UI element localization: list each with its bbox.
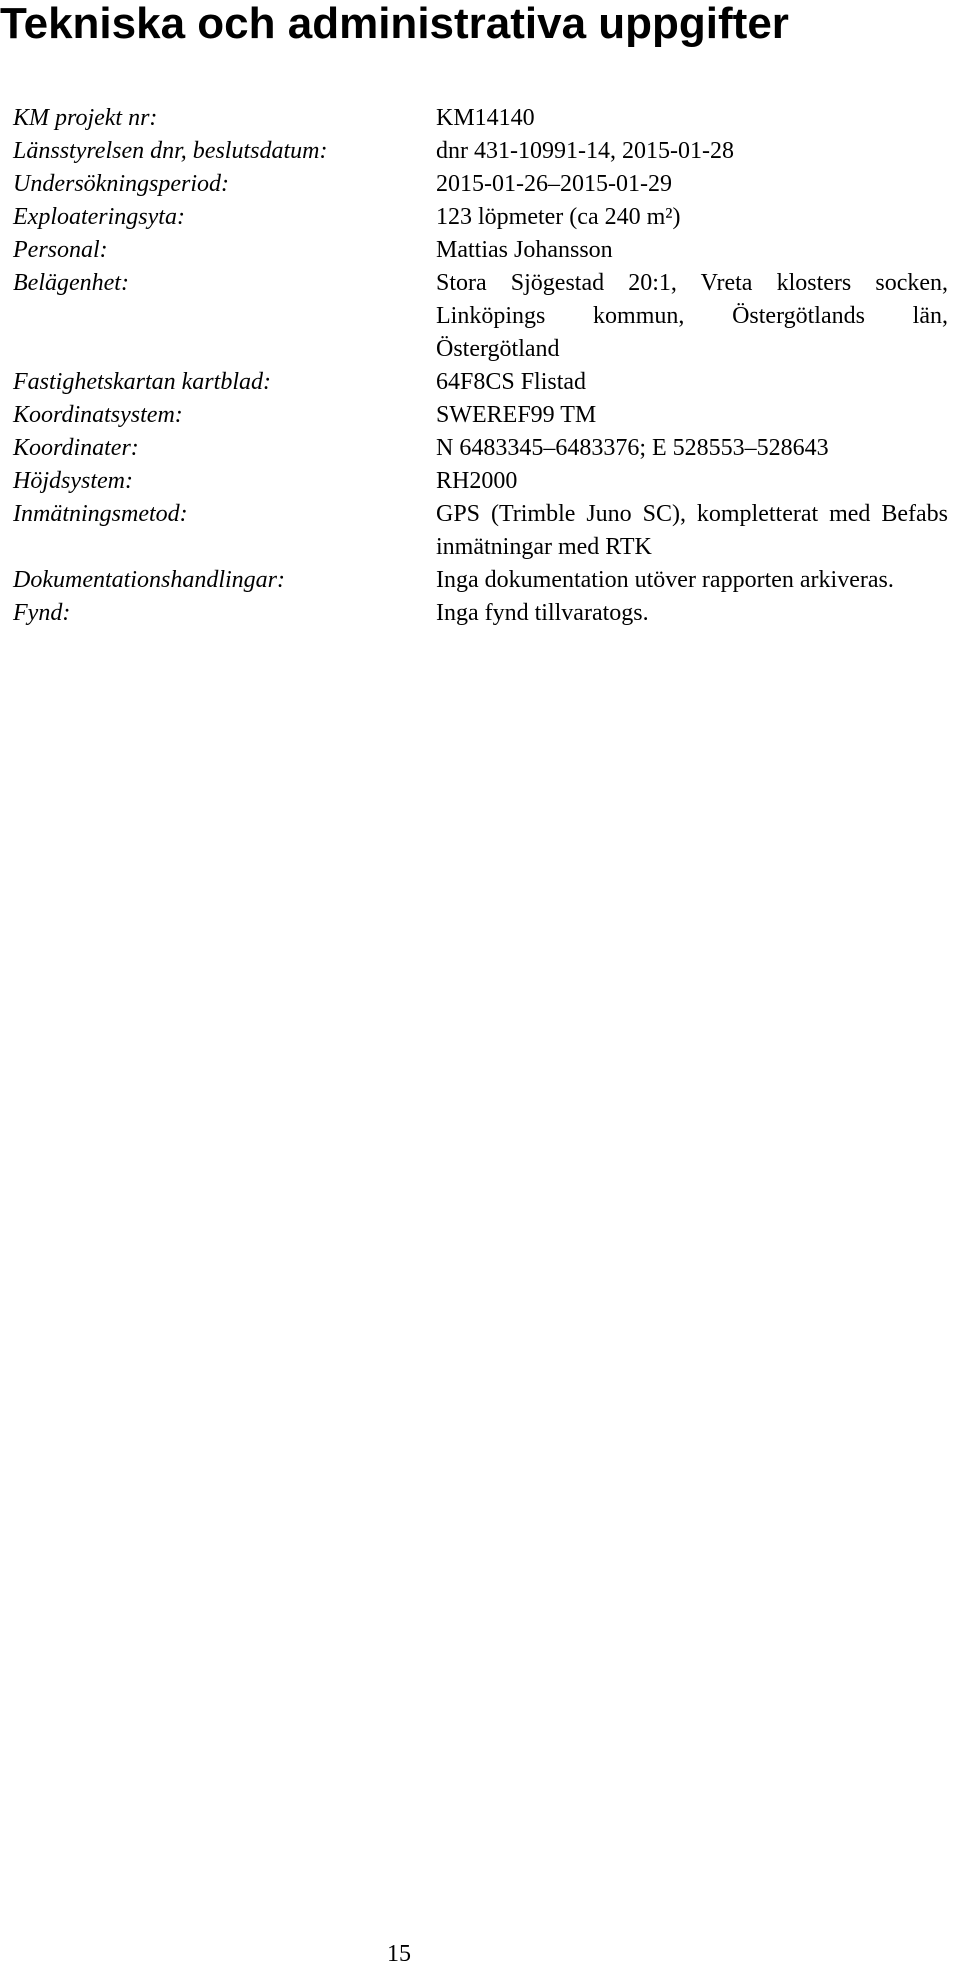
info-row-dokumentationshandlingar: [13, 564, 948, 597]
info-row-hojdsystem: [13, 465, 948, 498]
info-value: 2015-01-26–2015-01-29: [436, 171, 672, 197]
info-value: dnr 431-10991-14, 2015-01-28: [436, 138, 734, 164]
info-label: Belägenhet:: [13, 270, 129, 296]
info-value: Mattias Johansson: [436, 237, 613, 263]
info-row-fastighetskartan: [13, 366, 948, 399]
info-row-fynd: [13, 597, 948, 630]
info-label: Koordinatsystem:: [13, 402, 183, 428]
info-value: KM14140: [436, 105, 535, 131]
page-number: 15: [387, 1941, 411, 1967]
page-title: Tekniska och administrativa uppgifter: [0, 0, 789, 48]
info-row-inmatningsmetod: [13, 498, 948, 564]
info-label: Undersökningsperiod:: [13, 171, 229, 197]
info-value: GPS (Trimble Juno SC), kompletterat med Befabs inmätningar med RTK: [436, 501, 948, 560]
info-label: Dokumentationshandlingar:: [13, 567, 285, 593]
info-label: KM projekt nr:: [13, 105, 158, 131]
info-value: Stora Sjögestad 20:1, Vreta klosters socken, Linköpings kommun, Östergötlands län, Östergötland: [436, 270, 948, 362]
info-value: Inga dokumentation utöver rapporten arkiveras.: [436, 567, 894, 593]
info-row-koordinatsystem: [13, 399, 948, 432]
info-value: Inga fynd tillvaratogs.: [436, 600, 649, 626]
info-value: 64F8CS Flistad: [436, 369, 587, 395]
info-label: Personal:: [13, 237, 108, 263]
info-label: Fastighetskartan kartblad:: [13, 369, 271, 395]
info-label: Fynd:: [13, 600, 71, 626]
info-label: Höjdsystem:: [13, 468, 133, 494]
info-value: RH2000: [436, 468, 518, 494]
info-table: [13, 102, 948, 630]
info-value: 123 löpmeter (ca 240 m²): [436, 204, 681, 230]
info-value: N 6483345–6483376; E 528553–528643: [436, 435, 829, 461]
info-row-personal: [13, 234, 948, 267]
info-label: Länsstyrelsen dnr, beslutsdatum:: [13, 138, 328, 164]
info-row-belagenhet: [13, 267, 948, 366]
info-row-exploateringsyta: [13, 201, 948, 234]
info-label: Koordinater:: [13, 435, 139, 461]
info-row-koordinater: [13, 432, 948, 465]
info-value: SWEREF99 TM: [436, 402, 597, 428]
info-label: Inmätningsmetod:: [13, 501, 188, 527]
info-row-lansstyrelsen: [13, 135, 948, 168]
info-row-km-projekt: [13, 102, 948, 135]
info-row-undersokningsperiod: [13, 168, 948, 201]
info-label: Exploateringsyta:: [13, 204, 185, 230]
